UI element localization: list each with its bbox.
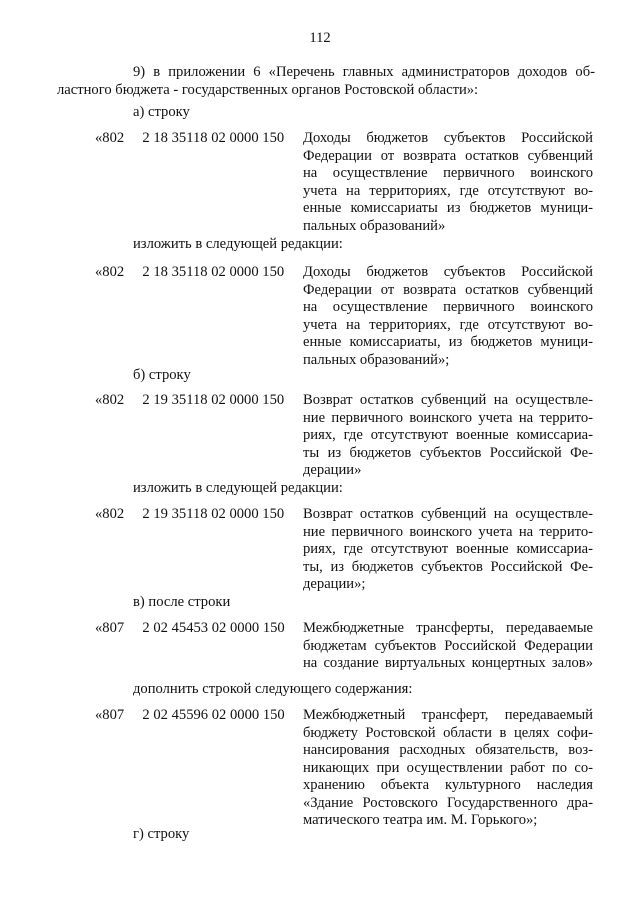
desc-line: пальных образований»: [303, 217, 446, 234]
desc-line: ние первичного воинского учета на террито-: [303, 409, 593, 426]
desc-line: Межбюджетный трансферт, передаваемый: [303, 707, 593, 723]
desc-line: Возврат остатков субвенций на осуществле-: [303, 392, 593, 408]
desc-line: риях, где отсутствуют военные комиссариа-: [303, 541, 593, 557]
row-description: [303, 264, 593, 369]
desc-line: учета на территориях, где отсутствуют во-: [303, 182, 593, 199]
desc-line: дерации»: [303, 462, 362, 478]
label-b: б) строку: [133, 367, 191, 383]
desc-line: ты из бюджетов субъектов Российской Фе-: [303, 444, 593, 461]
desc-line: енные комиссариаты, из бюджетов муници-: [303, 334, 593, 350]
desc-line: Доходы бюджетов субъектов Российской: [303, 130, 593, 146]
desc-line: матического театра им. М. Горького»;: [303, 812, 538, 828]
desc-line: на осуществление первичного воинского: [303, 165, 593, 181]
row-code: «802 2 18 35118 02 0000 150: [95, 130, 285, 146]
desc-line: Возврат остатков субвенций на осуществле-: [303, 506, 593, 522]
desc-line: ние первичного воинского учета на террито-: [303, 523, 593, 540]
desc-line: учета на территориях, где отсутствуют во-: [303, 316, 593, 333]
desc-line: хранению объекта культурного наследия: [303, 777, 593, 793]
intro-paragraph: [57, 64, 595, 99]
page-number: 112: [309, 30, 331, 46]
desc-line: Федерации от возврата остатков субвенций: [303, 147, 593, 164]
desc-line: Межбюджетные трансферты, передаваемые: [303, 620, 593, 636]
row-code: «807 2 02 45596 02 0000 150: [95, 707, 285, 723]
desc-line: на осуществление первичного воинского: [303, 299, 593, 315]
row-description: [303, 707, 593, 830]
label-replace-1: изложить в следующей редакции:: [133, 236, 343, 252]
row-description: [303, 392, 593, 480]
desc-line: дерации»;: [303, 576, 366, 592]
desc-line: риях, где отсутствуют военные комиссариа-: [303, 427, 593, 443]
row-code: «802 2 18 35118 02 0000 150: [95, 264, 285, 280]
desc-line: Федерации от возврата остатков субвенций: [303, 281, 593, 298]
row-code: «802 2 19 35118 02 0000 150: [95, 392, 285, 408]
desc-line: бюджетам субъектов Российской Федерации: [303, 637, 593, 654]
label-v: в) после строки: [133, 594, 231, 610]
label-replace-2: изложить в следующей редакции:: [133, 480, 343, 496]
desc-line: енные комиссариаты из бюджетов муници-: [303, 200, 593, 216]
row-code: «807 2 02 45453 02 0000 150: [95, 620, 285, 636]
desc-line: «Здание Ростовского Государственного дра-: [303, 794, 593, 811]
intro-line-2: ластного бюджета - государственных органов Ростовской области»:: [57, 81, 479, 98]
label-a: а) строку: [133, 104, 190, 120]
desc-line: Доходы бюджетов субъектов Российской: [303, 264, 593, 280]
row-code: «802 2 19 35118 02 0000 150: [95, 506, 285, 522]
label-g: г) строку: [133, 826, 190, 842]
desc-line: на создание виртуальных концертных залов»: [303, 655, 593, 671]
row-description: [303, 506, 593, 594]
intro-line-1: 9) в приложении 6 «Перечень главных администраторов доходов об-: [133, 64, 595, 80]
label-add: дополнить строкой следующего содержания:: [133, 681, 413, 697]
row-description: [303, 620, 593, 673]
desc-line: бюджету Ростовской области в целях софи-: [303, 724, 593, 741]
desc-line: нансирования расходных обязательств, воз-: [303, 742, 593, 758]
desc-line: никающих при осуществлении работ по со-: [303, 759, 593, 776]
desc-line: пальных образований»;: [303, 351, 450, 368]
desc-line: ты, из бюджетов субъектов Российской Фе-: [303, 558, 593, 575]
row-description: [303, 130, 593, 235]
